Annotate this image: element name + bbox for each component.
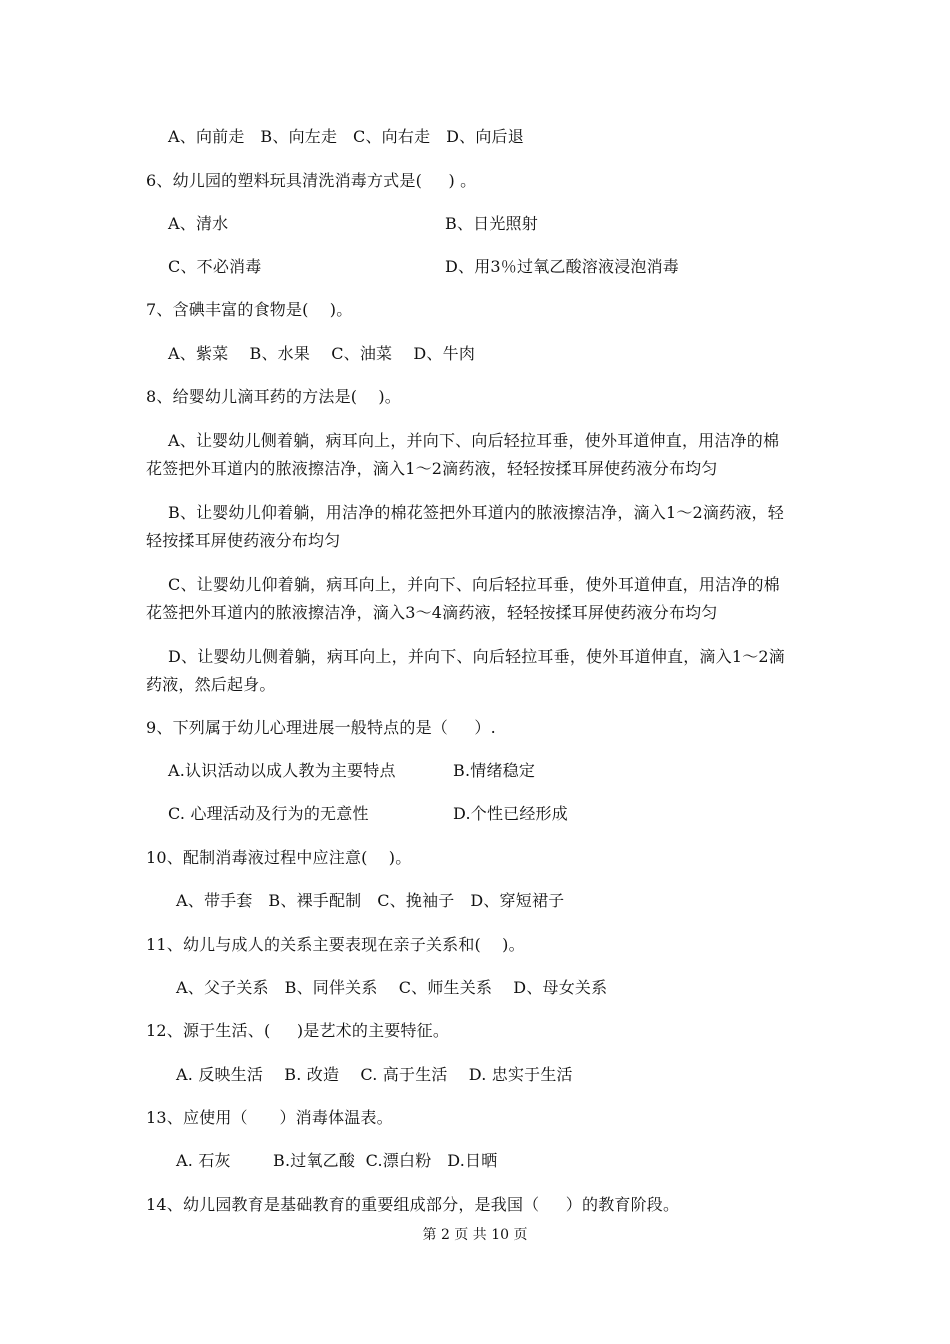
q10-stem: 10、配制消毒液过程中应注意( )。 — [146, 848, 412, 867]
q12-options: A. 反映生活 B. 改造 C. 高于生活 D. 忠实于生活 — [176, 1065, 573, 1084]
q8-stem: 8、给婴幼儿滴耳药的方法是( )。 — [146, 387, 402, 406]
q8-option-b-line2: 轻按揉耳屏使药液分布均匀 — [146, 531, 341, 550]
q13-options: A. 石灰 B.过氧乙酸 C.漂白粉 D.日晒 — [176, 1151, 498, 1170]
q13-stem: 13、应使用（ ）消毒体温表。 — [146, 1108, 393, 1127]
q12-stem: 12、源于生活、( )是艺术的主要特征。 — [146, 1021, 450, 1040]
q7-stem: 7、含碘丰富的食物是( )。 — [146, 300, 353, 319]
q11-options: A、父子关系 B、同伴关系 C、师生关系 D、母女关系 — [176, 978, 608, 997]
q8-option-a-line1: A、让婴幼儿侧着躺，病耳向上，并向下、向后轻拉耳垂，使外耳道伸直，用洁净的棉 — [168, 431, 780, 450]
q10-options: A、带手套 B、裸手配制 C、挽袖子 D、穿短裙子 — [176, 891, 565, 910]
q6-option-c: C、不必消毒 — [168, 257, 262, 276]
q8-option-d-line1: D、让婴幼儿侧着躺，病耳向上，并向下、向后轻拉耳垂，使外耳道伸直，滴入1～2滴 — [168, 647, 785, 666]
q9-stem: 9、下列属于幼儿心理进展一般特点的是（ ）. — [146, 718, 496, 737]
q5-options: A、向前走 B、向左走 C、向右走 D、向后退 — [168, 127, 524, 146]
q6-option-d: D、用3％过氧乙酸溶液浸泡消毒 — [445, 257, 680, 276]
page-footer: 第 2 页 共 10 页 — [422, 1227, 528, 1243]
q8-option-c-line2: 花签把外耳道内的脓液擦洁净，滴入3～4滴药液，轻轻按揉耳屏使药液分布均匀 — [146, 603, 718, 622]
q8-option-b-line1: B、让婴幼儿仰着躺，用洁净的棉花签把外耳道内的脓液擦洁净，滴入1～2滴药液，轻 — [168, 503, 784, 522]
q8-option-d-line2: 药液，然后起身。 — [146, 675, 276, 694]
q9-option-d: D.个性已经形成 — [453, 804, 568, 823]
q14-stem: 14、幼儿园教育是基础教育的重要组成部分，是我国（ ）的教育阶段。 — [146, 1195, 680, 1214]
q9-option-c: C. 心理活动及行为的无意性 — [168, 804, 369, 823]
q6-stem: 6、幼儿园的塑料玩具清洗消毒方式是( ) 。 — [146, 171, 477, 190]
q11-stem: 11、幼儿与成人的关系主要表现在亲子关系和( )。 — [146, 935, 525, 954]
q9-option-a: A.认识活动以成人教为主要特点 — [168, 761, 396, 780]
q6-option-b: B、日光照射 — [445, 214, 538, 233]
q7-options: A、紫菜 B、水果 C、油菜 D、牛肉 — [168, 344, 476, 363]
q8-option-c-line1: C、让婴幼儿仰着躺，病耳向上，并向下、向后轻拉耳垂，使外耳道伸直，用洁净的棉 — [168, 575, 780, 594]
q8-option-a-line2: 花签把外耳道内的脓液擦洁净，滴入1～2滴药液，轻轻按揉耳屏使药液分布均匀 — [146, 459, 718, 478]
q9-option-b: B.情绪稳定 — [453, 761, 536, 780]
q6-option-a: A、清水 — [168, 214, 229, 233]
